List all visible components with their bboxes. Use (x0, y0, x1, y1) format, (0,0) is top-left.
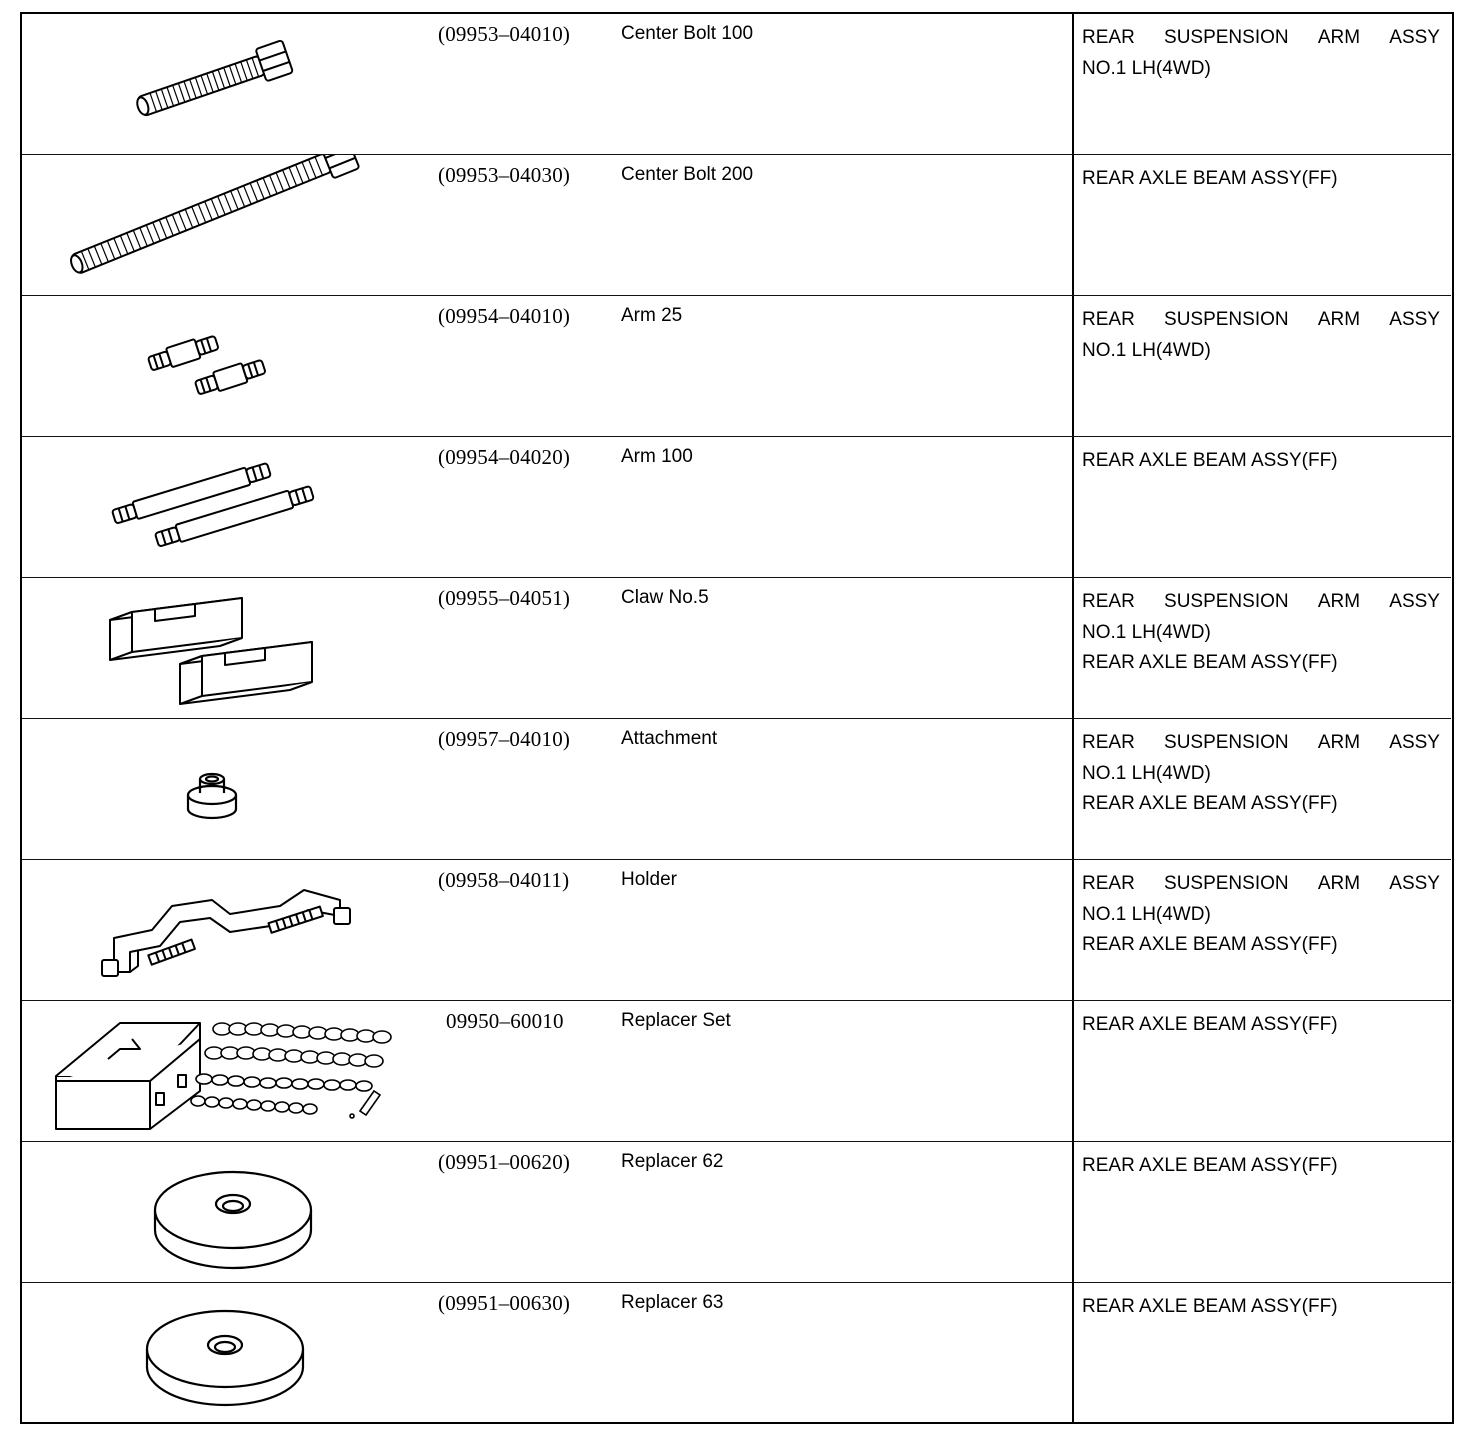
column-divider (1072, 1001, 1074, 1141)
application-line: NO.1 LH(4WD) (1082, 621, 1211, 643)
table-row (22, 14, 1451, 155)
application-note (1082, 587, 1440, 679)
part-number: (09957–04010) (438, 727, 571, 751)
application-line (1082, 305, 1440, 336)
application-line: NO.1 LH(4WD) (1082, 339, 1211, 361)
application-line: REAR AXLE BEAM ASSY(FF) (1082, 450, 1338, 471)
replacer-disc-illustration (22, 1142, 432, 1282)
application-word: ARM (1317, 873, 1361, 894)
application-line: REAR AXLE BEAM ASSY(FF) (1082, 793, 1338, 814)
application-word: ARM (1317, 732, 1361, 753)
replacer-set-case-illustration (22, 1001, 432, 1141)
application-word: SUSPENSION (1164, 27, 1289, 48)
tool-name: Center Bolt 100 (621, 23, 754, 44)
table-row (22, 1142, 1451, 1283)
application-line: NO.1 LH(4WD) (1082, 762, 1211, 784)
application-line (1082, 23, 1440, 54)
column-divider (1072, 719, 1074, 859)
part-number: (09954–04020) (438, 445, 571, 469)
part-number: (09954–04010) (438, 304, 571, 328)
table-row (22, 719, 1451, 860)
replacer-disc-illustration (22, 1283, 432, 1423)
part-number: (09955–04051) (438, 586, 571, 610)
application-line (1082, 869, 1440, 900)
arm-long-pair-illustration (22, 437, 432, 577)
application-word: SUSPENSION (1164, 732, 1289, 753)
application-word: ARM (1317, 309, 1361, 330)
table-row (22, 155, 1451, 296)
table-row (22, 578, 1451, 719)
application-word: REAR (1082, 27, 1135, 48)
application-word: REAR (1082, 309, 1135, 330)
application-line: REAR AXLE BEAM ASSY(FF) (1082, 934, 1338, 955)
column-divider (1072, 1283, 1074, 1424)
column-divider (1072, 1142, 1074, 1282)
application-word: ASSY (1389, 591, 1440, 612)
application-line (1082, 728, 1440, 759)
application-word: SUSPENSION (1164, 591, 1289, 612)
tool-name: Attachment (621, 728, 718, 749)
tool-name: Arm 25 (621, 305, 683, 326)
part-number: (09958–04011) (438, 868, 570, 892)
application-note (1082, 1292, 1440, 1323)
part-number: (09951–00620) (438, 1150, 571, 1174)
application-word: ASSY (1389, 732, 1440, 753)
part-number: (09951–00630) (438, 1291, 571, 1315)
table-row (22, 1283, 1451, 1424)
claw-pair-illustration (22, 578, 432, 718)
attachment-illustration (22, 719, 432, 859)
application-word: SUSPENSION (1164, 873, 1289, 894)
special-tools-table (20, 12, 1454, 1424)
tool-name: Replacer Set (621, 1010, 731, 1031)
part-number: (09953–04030) (438, 163, 571, 187)
application-word: REAR (1082, 732, 1135, 753)
tool-name: Replacer 62 (621, 1151, 724, 1172)
column-divider (1072, 578, 1074, 718)
center-bolt-short-illustration (22, 14, 432, 154)
arm-short-pair-illustration (22, 296, 432, 436)
column-divider (1072, 437, 1074, 577)
application-note (1082, 446, 1440, 477)
application-word: ASSY (1389, 27, 1440, 48)
column-divider (1072, 155, 1074, 295)
table-row (22, 860, 1451, 1001)
application-word: REAR (1082, 591, 1135, 612)
application-word: ARM (1317, 27, 1361, 48)
tool-name: Arm 100 (621, 446, 693, 467)
tool-name: Holder (621, 869, 677, 890)
application-line: REAR AXLE BEAM ASSY(FF) (1082, 1014, 1338, 1035)
application-word: ASSY (1389, 309, 1440, 330)
application-note (1082, 164, 1440, 195)
application-note (1082, 305, 1440, 366)
part-number: 09950–60010 (446, 1009, 564, 1033)
application-line: REAR AXLE BEAM ASSY(FF) (1082, 652, 1338, 673)
application-word: SUSPENSION (1164, 309, 1289, 330)
application-line (1082, 587, 1440, 618)
application-line: REAR AXLE BEAM ASSY(FF) (1082, 168, 1338, 189)
application-word: ASSY (1389, 873, 1440, 894)
tool-name: Replacer 63 (621, 1292, 724, 1313)
application-note (1082, 1010, 1440, 1041)
column-divider (1072, 860, 1074, 1000)
application-line: NO.1 LH(4WD) (1082, 903, 1211, 925)
application-line: NO.1 LH(4WD) (1082, 57, 1211, 79)
tool-name: Claw No.5 (621, 587, 709, 608)
table-row (22, 437, 1451, 578)
application-note (1082, 23, 1440, 84)
application-line: REAR AXLE BEAM ASSY(FF) (1082, 1155, 1338, 1176)
table-row (22, 296, 1451, 437)
application-note (1082, 869, 1440, 961)
application-note (1082, 1151, 1440, 1182)
application-word: REAR (1082, 873, 1135, 894)
application-note (1082, 728, 1440, 820)
table-row (22, 1001, 1451, 1142)
application-line: REAR AXLE BEAM ASSY(FF) (1082, 1296, 1338, 1317)
application-word: ARM (1317, 591, 1361, 612)
holder-illustration (22, 860, 432, 1000)
column-divider (1072, 14, 1074, 154)
center-bolt-long-illustration (22, 155, 432, 295)
column-divider (1072, 296, 1074, 436)
tool-name: Center Bolt 200 (621, 164, 754, 185)
part-number: (09953–04010) (438, 22, 571, 46)
